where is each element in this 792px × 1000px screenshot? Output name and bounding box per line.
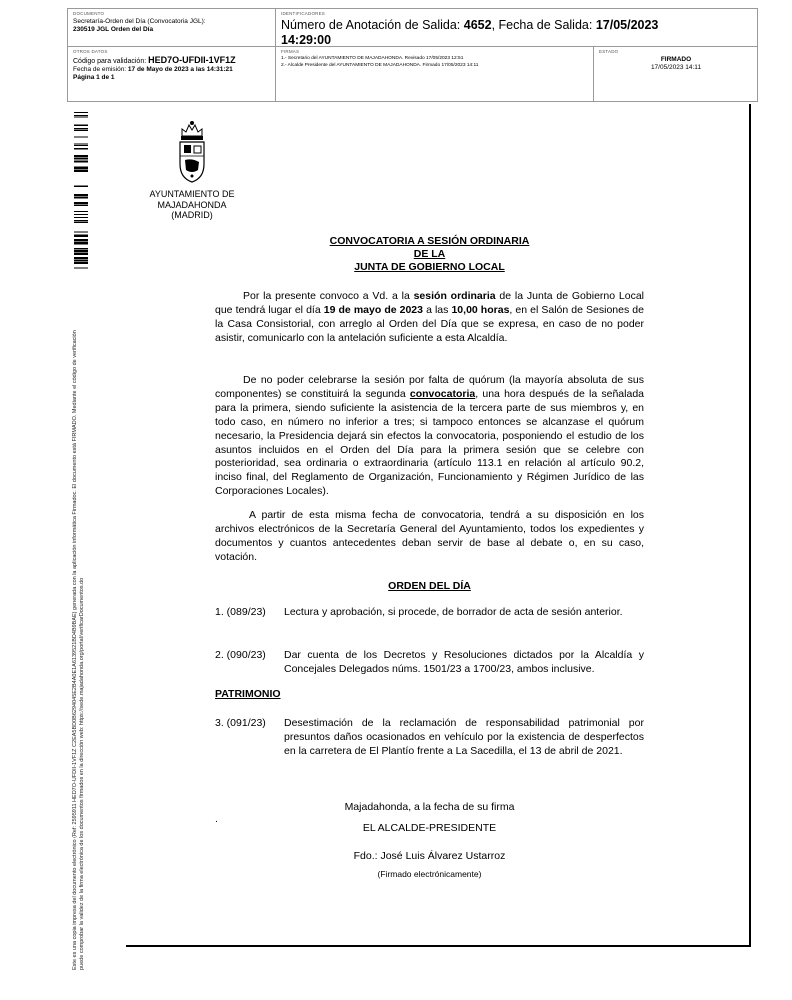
estado-value: FIRMADO: [660, 56, 692, 63]
otros-label: OTROS DATOS: [73, 49, 108, 54]
registro-cell: [276, 9, 758, 47]
firmas-label: FIRMAS: [281, 49, 300, 54]
orden-del-dia-heading: ORDEN DEL DÍA: [388, 580, 471, 592]
paragraph-quorum: De no poder celebrarse la sesión por falta de quórum (la mayoría absoluta de sus componentes) se constituirá la segunda convocatoria, una hora después de la señalada para la primera, siendo suficiente la asistencia de la tercera parte de sus miembros y, en todo caso, en número no inferior a tres; si tampoco entonces se alcanzase el quórum necesario, la Presidencia dejará sin efectos la convocatoria, posponiendo el estudio de los asuntos incluidos en el Orden del Día para la primera sesión que se celebre con posterioridad, sea ordinaria o extraordinaria (artículo 113.1 en relación al artículo 90.2, inciso final, del Reglamento de Organización, Funcionamiento y Régimen Jurídico de las Corporaciones Locales).: [215, 374, 645, 498]
page-count: Página 1 de 1: [73, 74, 115, 81]
document-title-line-2: DE LA: [413, 248, 446, 260]
estado-label: ESTADO: [599, 49, 619, 54]
agenda-item-2: [215, 649, 644, 677]
agenda-item-number: 2. (090/23): [215, 649, 266, 661]
document-title-line-3: JUNTA DE GOBIERNO LOCAL: [354, 261, 505, 273]
estado-cell: [594, 47, 758, 102]
section-patrimonio: PATRIMONIO: [215, 688, 281, 700]
agenda-item-1: [215, 606, 644, 620]
documento-label: DOCUMENTO: [73, 11, 105, 16]
agenda-item-text: Lectura y aprobación, si procede, de borrador de acta de sesión anterior.: [284, 606, 623, 618]
letterhead-line-1: AYUNTAMIENTO DE: [149, 189, 235, 199]
signature-place-date: Majadahonda, a la fecha de su firma: [344, 801, 515, 813]
documento-line2: 230519 JGL Orden del Día: [73, 26, 154, 33]
paragraph-documentacion: A partir de esta misma fecha de convocatoria, tendrá a su disposición en los archivos electrónicos de la Secretaría General del Ayuntamiento, todos los expedientes y documentos y cuantos antecedentes deban servir de base al debate o, en su caso, votación.: [215, 509, 644, 563]
registro-label: IDENTIFICADORES: [281, 11, 326, 16]
signature-role: EL ALCALDE-PRESIDENTE: [362, 822, 497, 834]
separator-dot: .: [215, 813, 218, 825]
documento-line1: Secretaría-Orden del Día (Convocatoria JGL):: [73, 18, 206, 25]
agenda-item-3: [215, 717, 644, 759]
agenda-item-number: 1. (089/23): [215, 606, 266, 618]
document-metadata-table: [67, 8, 758, 102]
paragraph-convocatoria: Por la presente convoco a Vd. a la sesión ordinaria de la Junta de Gobierno Local que tendrá lugar el día 19 de mayo de 2023 a las 10,00 horas, en el Salón de Sesiones de la Casa Consistorial, con arreglo al Orden del Día que se expresa, en caso de no poder asistir, comunicarlo con la antelación suficiente a esta Alcaldía.: [215, 290, 644, 344]
verification-vertical-text: [72, 280, 86, 970]
estado-date: 17/05/2023 14:11: [650, 64, 702, 71]
registro-line: Número de Anotación de Salida: 4652, Fecha de Salida: 17/05/2023: [281, 18, 659, 32]
letterhead-line-3: (MADRID): [171, 210, 213, 220]
agenda-item-number: 3. (091/23): [215, 717, 266, 729]
letterhead-line-2: MAJADAHONDA: [157, 199, 227, 210]
otros-datos-cell: [68, 47, 276, 102]
agenda-item-text: Dar cuenta de los Decretos y Resoluciones dictados por la Alcaldía y Concejales Delegados núms. 1501/23 a 1700/23, ambos inclusive.: [284, 649, 644, 675]
validacion-code: Código para validación: HED7O-UFDII-1VF1Z: [73, 55, 236, 65]
coat-of-arms-icon: [176, 118, 208, 184]
firma-1: 1.- Secretario del AYUNTAMIENTO DE MAJADAHONDA. Revisado 17/05/2023 12:51: [281, 56, 464, 61]
letterhead: [142, 189, 242, 221]
firma-2: 2.- Alcalde Presidente del AYUNTAMIENTO DE MAJADAHONDA. Firmado 17/05/2023 14:11: [281, 62, 479, 68]
emision-date: Fecha de emisión: 17 de Mayo de 2023 a las 14:31:21: [73, 66, 233, 73]
registro-time: 14:29:00: [281, 33, 332, 47]
document-title-line-1: CONVOCATORIA A SESIÓN ORDINARIA: [329, 235, 530, 247]
verification-line-2: puede comprobar la validez de la firma electrónica de los documentos firmados en la dirección web: https://sede.majadahonda.org/portal/verificarDocumentos.do: [79, 577, 85, 970]
agenda-item-text: Desestimación de la reclamación de responsabilidad patrimonial por presuntos daños ocasionados en vehículo por la existencia de desperfectos en la carretera de El Plantío frente a La Sacedilla, el 13 de abril de 2021.: [284, 717, 644, 757]
firmas-cell: [276, 47, 594, 102]
signature-signer: Fdo.: José Luis Álvarez Ustarroz: [353, 850, 506, 862]
documento-cell: [68, 9, 276, 47]
signature-note: (Firmado electrónicamente): [377, 869, 482, 879]
barcode-image: [74, 112, 88, 276]
verification-line-1: Este es una copia impresa del documento electrónico (Ref: 2595911 HED7O-UFDII-1VF1Z C2EA5BD0B6294045E2B4A0E1A6139521BD4B9BAE) generada con la aplicación informática Firmadoc. El documento está FIRMADO. Mediante el código de verificación: [72, 330, 78, 970]
